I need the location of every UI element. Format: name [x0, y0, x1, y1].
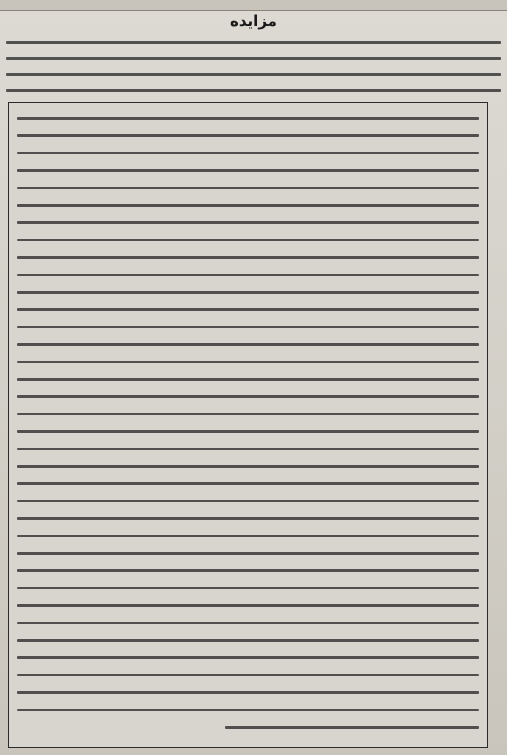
text-line	[17, 674, 479, 677]
notice-heading: مزایده	[230, 12, 277, 30]
text-line	[17, 308, 479, 311]
text-line	[17, 326, 479, 329]
text-line	[17, 569, 479, 572]
text-line	[17, 221, 479, 224]
text-line	[17, 152, 479, 155]
text-line	[17, 274, 479, 277]
text-line	[6, 41, 501, 44]
text-line	[17, 517, 479, 520]
text-line	[17, 535, 479, 538]
text-line	[17, 639, 479, 642]
text-line	[17, 691, 479, 694]
text-line	[17, 413, 479, 416]
text-line	[17, 622, 479, 625]
text-line	[17, 430, 479, 433]
text-line	[17, 500, 479, 503]
text-line	[17, 169, 479, 172]
text-line	[17, 239, 479, 242]
text-line	[17, 552, 479, 555]
text-line	[17, 448, 479, 451]
text-line	[17, 656, 479, 659]
text-line	[6, 89, 501, 92]
text-line	[17, 587, 479, 590]
text-line	[17, 134, 479, 137]
text-line	[17, 291, 479, 294]
text-line	[17, 361, 479, 364]
text-line	[17, 204, 479, 207]
text-line	[17, 482, 479, 485]
text-line	[17, 256, 479, 259]
text-line	[17, 117, 479, 120]
text-line	[17, 709, 479, 712]
text-line	[17, 465, 479, 468]
notice-lead	[6, 34, 501, 98]
text-line	[17, 604, 479, 607]
notice-body-box	[8, 102, 488, 748]
text-line	[6, 73, 501, 76]
text-line	[225, 726, 479, 729]
text-line	[17, 343, 479, 346]
text-line	[17, 187, 479, 190]
text-line	[17, 395, 479, 398]
text-line	[6, 57, 501, 60]
top-cut-strip	[0, 0, 507, 11]
notice-body	[17, 109, 479, 741]
text-line	[17, 378, 479, 381]
